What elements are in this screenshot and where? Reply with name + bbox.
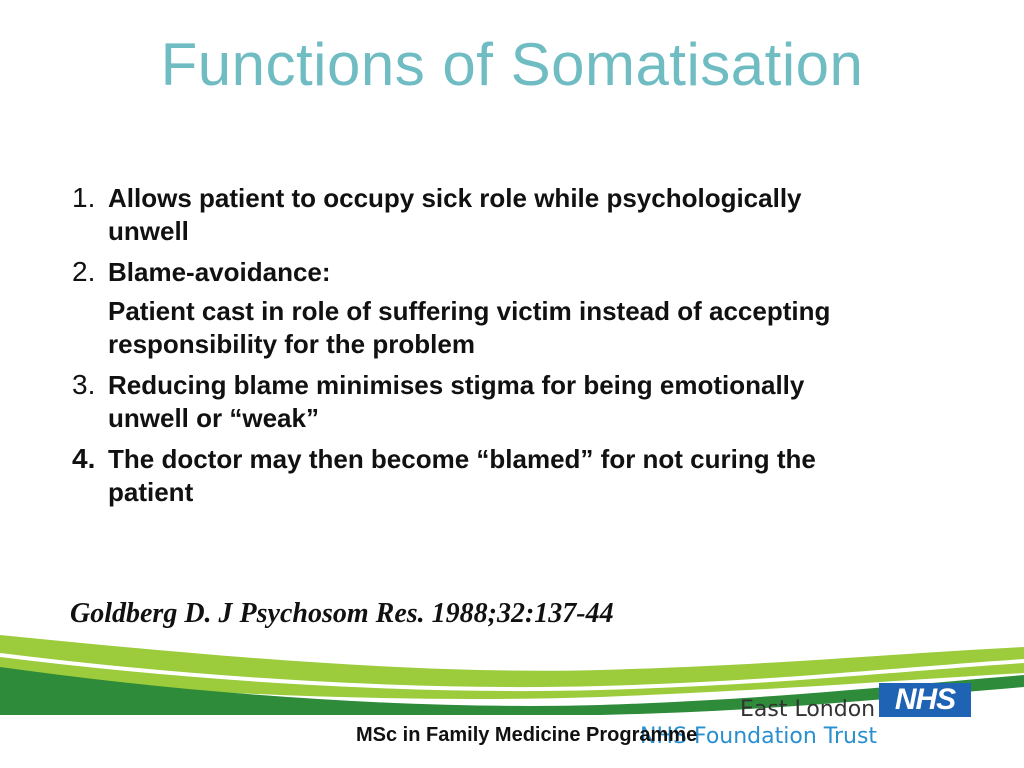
item-text: Blame-avoidance: [108,257,331,287]
list-item [72,443,952,509]
item-number: 2. [72,256,96,287]
bullet-list [72,182,952,517]
item-text: unwell or “weak” [108,403,319,433]
trust-name-line2: NHS Foundation Trust [640,724,878,749]
item-text: unwell [108,216,189,246]
item-number: 1. [72,182,96,213]
slide-title: Functions of Somatisation [160,31,864,98]
list-item [72,256,952,361]
trust-name-line1: East London [740,697,876,722]
list-item [72,182,952,248]
list-item [72,369,952,435]
item-text: patient [108,477,194,507]
item-number: 4. [72,443,96,474]
footer-programme: MSc in Family Medicine Programme [356,724,698,746]
item-text: Reducing blame minimises stigma for being emotionally [108,370,805,400]
item-number: 3. [72,369,96,400]
item-text: Patient cast in role of suffering victim instead of accepting [108,296,831,326]
item-text: The doctor may then become “blamed” for not curing the [108,444,816,474]
item-text: responsibility for the problem [108,329,475,359]
item-text: Allows patient to occupy sick role while psychologically [108,183,802,213]
nhs-logo: NHS [879,683,971,717]
citation: Goldberg D. J Psychosom Res. 1988;32:137-44 [70,598,614,629]
